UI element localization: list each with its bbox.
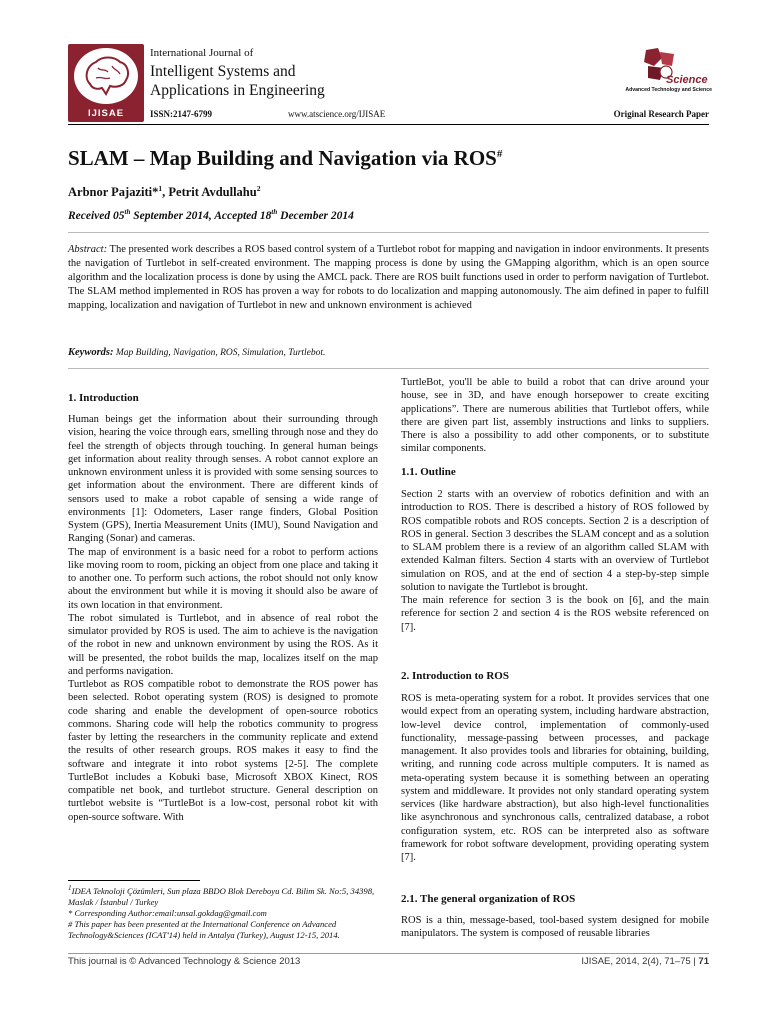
keywords-label: Keywords:	[68, 347, 114, 358]
logo-text: IJISAE	[87, 108, 125, 119]
right-column-intro	[401, 376, 709, 456]
keywords	[68, 347, 325, 358]
paragraph: TurtleBot, you'll be able to build a robot that can drive around your house, see in 3D, and have enough horsepower to create exciting applications”. There are numerous abilities that Turtlebot offers, while there are given part list, assembly instructions and links to suppliers. There is also a possibility to add other components, or to substitute similar components.	[401, 377, 709, 455]
section-heading-ros: 2. Introduction to ROS	[401, 670, 509, 682]
footnotes	[68, 883, 378, 941]
footnote-sup: 1	[68, 884, 72, 892]
section-heading-introduction: 1. Introduction	[68, 392, 139, 404]
paragraph: Human beings get the information about their surrounding through vision, hearing the voice through ears, smelling through nose and they do feel the strength of objects through touching. In general human beings get information about reality through senses. A robot cannot explore an unknown environment unless it is provided with some sensing sources to get information about the environment. There are different kinds of sensors used to make a robot capable of sensing a wide range of environments [1]: Odometers, Laser range finders, Global Position System (GPS), Inertia Measurement Units (IMU), Sound Navigation and Ranging (Sonar) and cameras.	[68, 414, 378, 545]
title-rule	[68, 232, 709, 233]
footer-copyright: This journal is © Advanced Technology & Science 2013	[68, 956, 301, 967]
journal-name-line2: Intelligent Systems and	[150, 63, 296, 80]
brain-icon	[74, 48, 138, 104]
footer-separator: |	[693, 956, 696, 967]
footer-citation	[581, 956, 709, 967]
paragraph: ROS is meta-operating system for a robot. It provides services that one would expect from an operating system, including hardware abstraction, low-level device control, implementation of commonly-used functionality, message-passing between processes, and package management. It also provides tools and libraries for obtaining, building, writing, and running code across multiple computers. It is named as meta-operating system because it is something between an operating system and middleware. It provides not only standard operating system services (like hardware abstraction), but also high-level functionalities like asynchronous and synchronous calls, centralized database, a robot configuration system, etc. ROS can be interpreted also as software framework for robot software development, providing operating system [7].	[401, 693, 709, 863]
publisher-logo-text: Science	[666, 74, 708, 86]
journal-url[interactable]: www.atscience.org/IJISAE	[288, 109, 386, 119]
author-1-affil: 1	[158, 184, 163, 193]
accepted-part: September 2014, Accepted 18	[130, 209, 272, 222]
abstract-text: The presented work describes a ROS based control system of a Turtlebot robot for mapping and navigation in indoor environments. It presents the navigation of Turtlebot in self-created environment. The mapping process is done by using the GMapping algorithm, which is an open source algorithm and the localization process is done by using the AMCL pack. There are ROS built functions used in order to perform navigation of Turtlebot. The SLAM method implemented in ROS has proven a way for robots to do localization and mapping autonomously. The aim defined in paper to fulfill mapping, localization and navigation of Turtlebot in new and unknown environment is achieved	[68, 244, 709, 311]
publisher-logo	[618, 44, 712, 94]
abstract	[68, 243, 709, 313]
page-number: 71	[698, 956, 709, 967]
author-1: Arbnor Pajaziti*	[68, 185, 159, 200]
author-2: , Petrit Avdullahu	[162, 185, 257, 200]
organization-body	[401, 914, 709, 941]
paragraph: The map of environment is a basic need for a robot to perform actions like moving room to room, picking an object from one place and taking it to another one. To perform such actions, the robot should not only know about the environment but while it is moving it should also be aware of its own location in that environment.	[68, 546, 378, 611]
paragraph: ROS is a thin, message-based, tool-based system designed for mobile manipulators. The system is composed of reusable libraries	[401, 915, 709, 940]
paragraph: The main reference for section 3 is the book on [6], and the main reference for section 2 and section 4 is the ROS website referenced on [7].	[401, 595, 709, 633]
footnote-rule	[68, 880, 200, 881]
section-heading-outline: 1.1. Outline	[401, 466, 456, 478]
author-2-affil: 2	[256, 184, 261, 193]
footer-rule	[68, 953, 709, 954]
accepted-sup: th	[271, 208, 278, 216]
authors	[68, 184, 260, 200]
received-date	[68, 208, 354, 222]
ros-body	[401, 692, 709, 864]
journal-name-line3: Applications in Engineering	[150, 82, 325, 99]
issn: ISSN:2147-6799	[150, 109, 213, 119]
paper-type: Original Research Paper	[613, 109, 709, 119]
paper-title	[68, 146, 502, 171]
accepted-end: December 2014	[277, 209, 354, 222]
publisher-tagline: Advanced Technology and Science	[625, 87, 712, 93]
paragraph: Section 2 starts with an overview of robotics definition and with an introduction to ROS. There is described a history of ROS followed by ROS compatible robots and ROS concepts. Section 2 is a description of ROS in general. Section 3 describes the SLAM concept and as a solution to SLAM problem there is a review of an algorithm called SLAM with extended Kalman filters. Section 4 starts with an overview of Turtlebot simulation on ROS, and at the end of section 4 a step-by-step simple solution to navigate the Turtlebot is brought.	[401, 489, 709, 593]
footnote-conference: # This paper has been presented at the International Conference on Advanced Technology&Sciences (ICAT'14) held in Antalya (Turkey), August 12-15, 2014.	[68, 918, 340, 940]
abstract-label: Abstract:	[68, 244, 108, 255]
journal-name-line1: International Journal of	[150, 47, 254, 59]
footnote-corresponding: * Corresponding Author:email:unsal.gokdag@gmail.com	[68, 907, 267, 918]
section-heading-organization: 2.1. The general organization of ROS	[401, 893, 576, 905]
keywords-text: Map Building, Navigation, ROS, Simulation, Turtlebot.	[113, 348, 326, 358]
received-part: Received 05	[68, 209, 125, 222]
header-rule	[68, 124, 709, 125]
paragraph: The robot simulated is Turtlebot, and in absence of real robot the simulator provided by ROS is used. The aim to achieve is the navigation of the robot in new and unknown environment by using the ROS. As it will be presented, the robot builds the map, localizes itself on the map and performs navigation.	[68, 612, 378, 677]
title-text: SLAM – Map Building and Navigation via ROS	[68, 146, 497, 170]
footnote-affiliation	[68, 883, 378, 908]
keywords-rule	[68, 368, 709, 369]
journal-logo	[68, 44, 144, 122]
outline-body	[401, 488, 709, 634]
footer-citation-text: IJISAE, 2014, 2(4), 71–75	[581, 956, 691, 967]
footnote-affiliation-text: IDEA Teknoloji Çözümleri, Sun plaza BBDO Blok Dereboyu Cd. Bilim Sk. No:5, 34398, Maslak / İstanbul / Turkey	[68, 885, 375, 907]
title-mark: #	[496, 148, 503, 160]
left-column-body	[68, 413, 378, 824]
paragraph: Turtlebot as ROS compatible robot to demonstrate the ROS power has been selected. Robot operating system (ROS) is designed to promote code sharing and enable the development of open-source robotics commons. Sharing code will help the robotics community to progress faster by letting the researchers in the community replicate and extend the results of other research groups. ROS makes it easy to find the software and integrate it into robot systems [2-5]. The complete TurtleBot includes a Kobuki base, Microsoft XBOX Kinect, ROS compatible net book, and turtlebot structure. General description on turtlebot website is “TurtleBot is a low-cost, personal robot kit with open-source software. With	[68, 679, 378, 823]
received-sup: th	[124, 208, 131, 216]
